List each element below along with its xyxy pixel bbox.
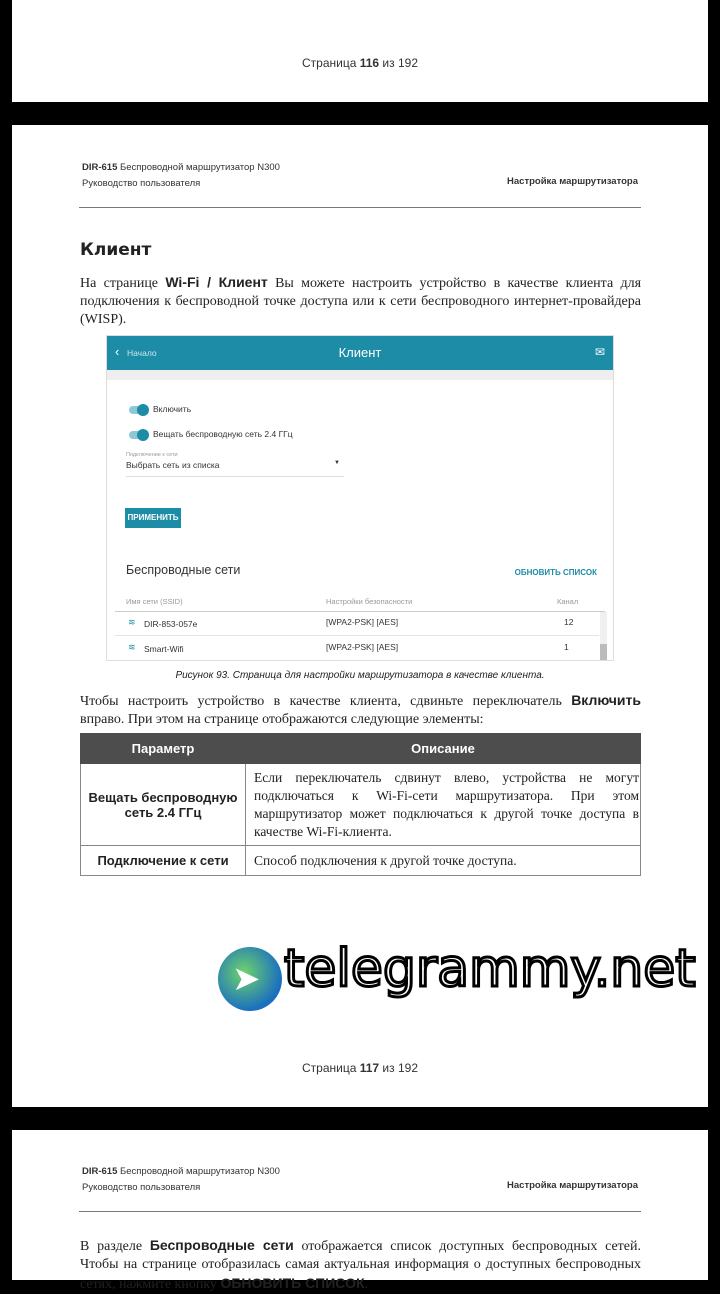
mail-icon[interactable]: ✉ xyxy=(594,345,605,359)
col-channel: Канал xyxy=(557,597,579,606)
col-ssid: Имя сети (SSID) xyxy=(126,597,183,606)
section-heading: Клиент xyxy=(80,240,152,260)
page-118-top: DIR-615 Беспроводной маршрутизатор N300 Руководство пользователя Настройка маршрутизатора В разделе Беспроводные сети отображается список доступных беспроводных сетей. Чтобы на странице отобразилась самая актуальная информация о доступных беспроводных сетях, нажмите кнопку ОБНОВИТЬ СПИСОК. xyxy=(12,1130,708,1280)
back-link[interactable]: Начало xyxy=(127,348,157,358)
network-row[interactable]: ≋ Smart-Wifi [WPA2-PSK] [AES] 1 xyxy=(128,642,569,654)
paragraph: В разделе Беспроводные сети отображается список доступных беспроводных сетей. Чтобы на странице отобразилась самая актуальная информация о доступных беспроводных сетях, нажмите кнопку ОБНОВИТЬ СПИСОК. xyxy=(80,1237,641,1292)
page-number: Страница 117 из 192 xyxy=(301,1061,419,1075)
parameters-table: Параметр Описание Вещать беспроводную сеть 2.4 ГГц Если переключатель сдвинут влево, устройства не могут подключаться к Wi-Fi-сети маршрутизатора. При этом маршрутизатор может подключаться к другой точке доступа в качестве Wi-Fi-клиента. Подключение к сети Способ подключения к другой точке доступа. xyxy=(80,733,641,876)
refresh-button[interactable]: ОБНОВИТЬ СПИСОК xyxy=(514,568,597,577)
wifi-icon: ≋ xyxy=(128,642,136,652)
page-117: DIR-615 Беспроводной маршрутизатор N300 Руководство пользователя Настройка маршрутизатора Клиент На странице Wi-Fi / Клиент Вы можете настроить устройство в качестве клиента для подключения к беспроводной точке доступа или к сети беспроводного интернет-провайдера (WISP). ‹ Начало Клиент ✉ Включить Вещать беспроводную сеть 2.4 ГГц Подключение к сети Выбрать сеть из списка ▼ ПРИМЕНИТЬ Беспроводные сети ОБНОВИТЬ СПИСОК Имя сети (SSID) Настройки безопасности Канал ≋ DIR-853-057e [WPA2-PSK] [AES] 12 ≋ Smart-Wifi [WPA2-PSK] [AES] 1 Рисунок 93. Страница для настройки маршрутизатора в качестве клиента. Чтобы настроить устройство в качестве клиента, сдвиньте переключатель Включить вправо. При этом на странице отображаются следующие элементы: Параметр Описание Вещать беспроводную сеть 2.4 ГГц Если переключатель сдвинут влево, устройства не могут подключаться к Wi-Fi-сети маршрутизатора. При этом маршрутизатор может подключаться к другой точке доступа в качестве Wi-Fi-клиента. Подключение к сети Способ подключения к другой точке доступа. ➤ telegrammy.net Страница 117 из 192 xyxy=(12,125,708,1107)
back-icon[interactable]: ‹ xyxy=(115,344,120,359)
conn-select[interactable]: Выбрать сеть из списка ▼ xyxy=(126,460,344,477)
router-ui-screenshot xyxy=(106,335,614,661)
page-116-bottom xyxy=(12,0,708,102)
enable-toggle[interactable] xyxy=(129,406,147,414)
figure-caption: Рисунок 93. Страница для настройки маршрутизатора в качестве клиента. xyxy=(175,670,545,681)
networks-title: Беспроводные сети xyxy=(126,563,241,577)
intro-paragraph: На странице Wi-Fi / Клиент Вы можете настроить устройство в качестве клиента для подключения к беспроводной точке доступа или к сети беспроводного интернет-провайдера (WISP). xyxy=(80,274,642,327)
apply-button[interactable]: ПРИМЕНИТЬ xyxy=(125,508,181,528)
broadcast-toggle[interactable] xyxy=(129,431,147,439)
telegram-logo: ➤ xyxy=(218,947,282,1011)
network-row[interactable]: ≋ DIR-853-057e [WPA2-PSK] [AES] 12 xyxy=(115,611,599,636)
screen-title: Клиент xyxy=(338,345,382,360)
paragraph: Чтобы настроить устройство в качестве клиента, сдвиньте переключатель Включить вправо. При этом на странице отображаются следующие элементы: xyxy=(80,692,641,727)
page-number: Страница 116 из 192 xyxy=(301,56,419,70)
watermark: telegrammy.net xyxy=(284,939,696,999)
col-security: Настройки безопасности xyxy=(326,597,413,606)
enable-label: Включить xyxy=(153,404,192,414)
conn-label: Подключение к сети xyxy=(126,452,178,458)
scrollbar[interactable] xyxy=(600,612,607,661)
wifi-icon: ≋ xyxy=(128,617,136,627)
broadcast-label: Вещать беспроводную сеть 2.4 ГГц xyxy=(153,429,293,439)
top-bar xyxy=(107,336,613,370)
